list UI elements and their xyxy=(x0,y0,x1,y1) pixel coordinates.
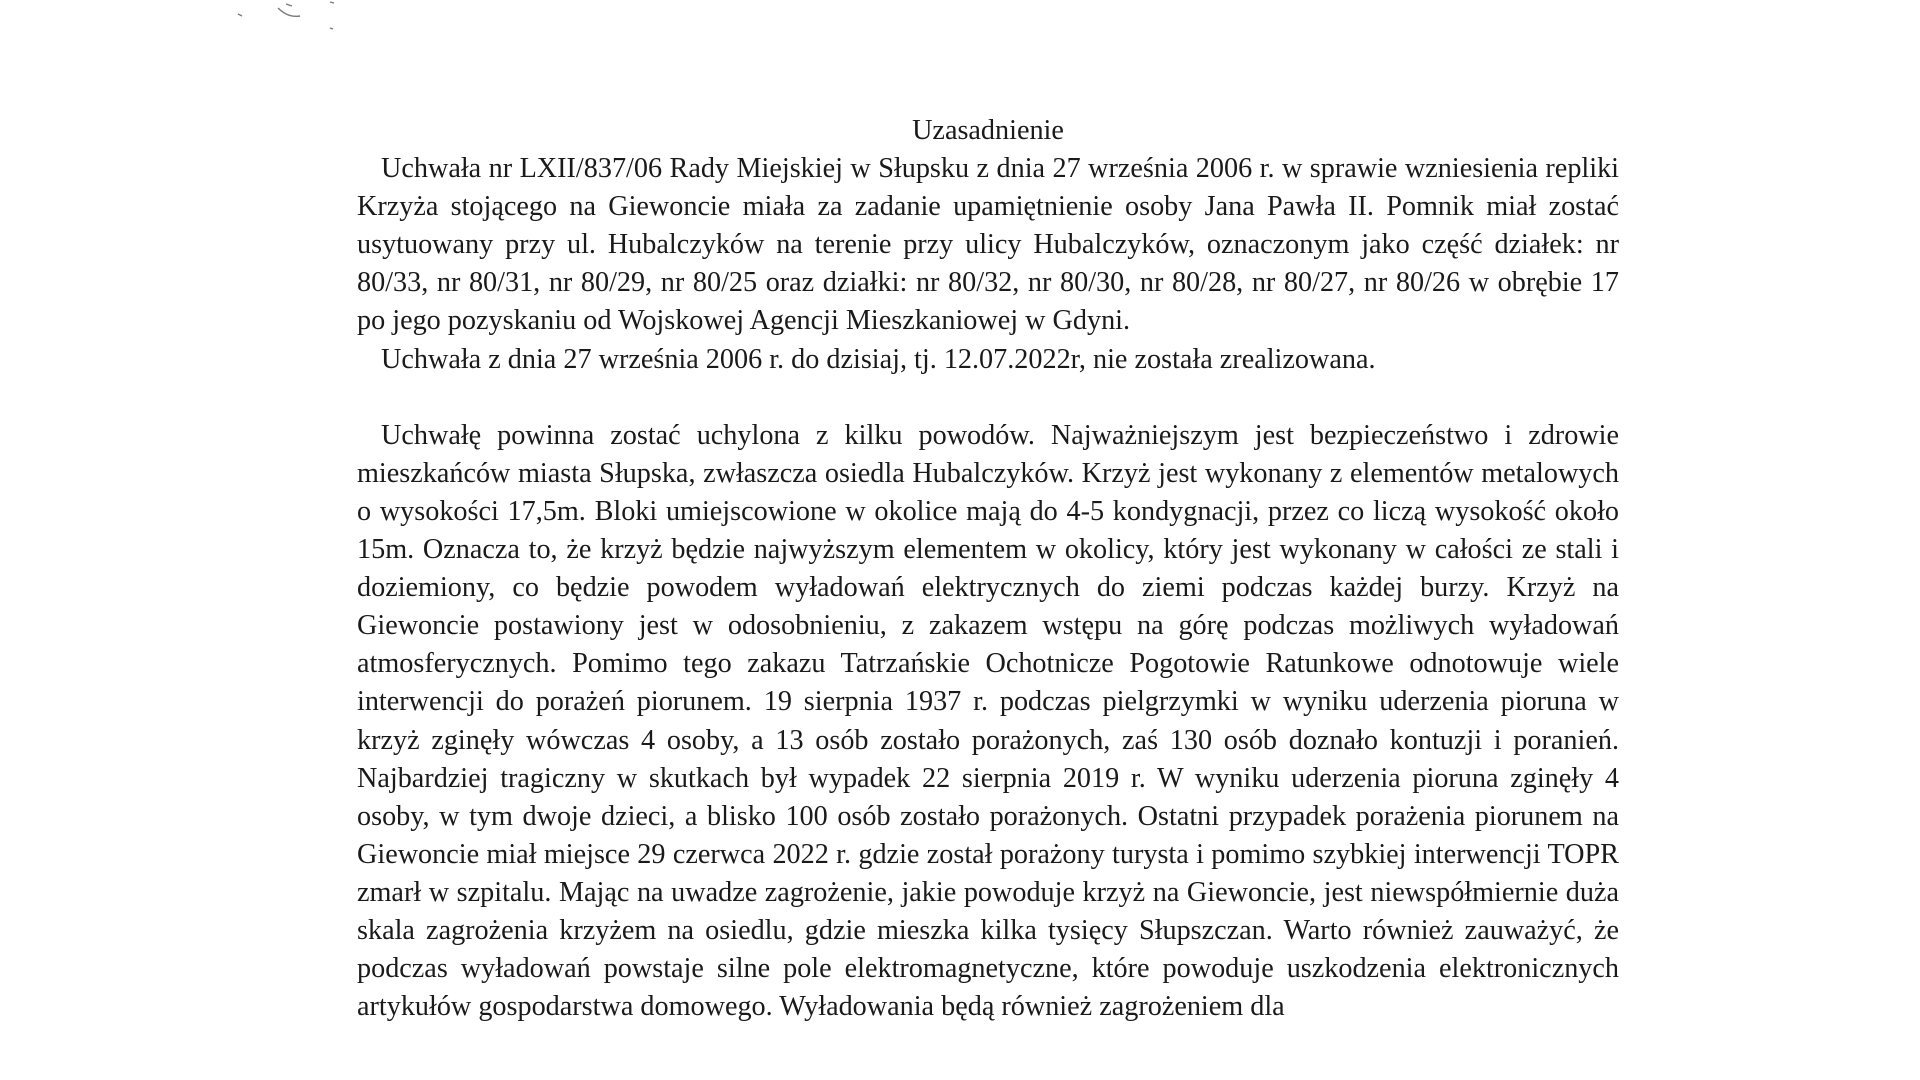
paragraph-not-implemented: Uchwała z dnia 27 września 2006 r. do dzisiaj, tj. 12.07.2022r, nie została zrealizowana. xyxy=(381,343,1376,375)
scan-artifact-marks xyxy=(230,0,350,40)
document-title: Uzasadnienie xyxy=(912,115,1064,146)
paragraph-spacer xyxy=(357,379,1619,417)
paragraph-justification-safety: Uchwałę powinna zostać uchylona z kilku powodów. Najważniejszym jest bezpieczeństwo i zdrowie mieszkańców miasta Słupska, zwłaszcza osiedla Hubalczyków. Krzyż jest wykonany z elementów metalowych o wysokości 17,5m. Bloki umiejscowione w okolice mają do 4-5 kondygnacji, przez co liczą wysokość około 15m. Oznacza to, że krzyż będzie najwyższym elementem w okolicy, który jest wykonany w całości ze stali i doziemiony, co będzie powodem wyładowań elektrycznych do ziemi podczas każdej burzy. Krzyż na Giewoncie postawiony jest w odosobnieniu, z zakazem wstępu na górę podczas możliwych wyładowań atmosferycznych. Pomimo tego zakazu Tatrzańskie Ochotnicze Pogotowie Ratunkowe odnotowuje wiele interwencji do porażeń piorunem. 19 sierpnia 1937 r. podczas pielgrzymki w wyniku uderzenia pioruna w krzyż zginęły wówczas 4 osoby, a 13 osób zostało porażonych, zaś 130 osób doznało kontuzji i poranień. Najbardziej tragiczny w skutkach był wypadek 22 sierpnia 2019 r. W wyniku uderzenia pioruna zginęły 4 osoby, w tym dwoje dzieci, a blisko 100 osób zostało porażonych. Ostatni przypadek porażenia piorunem na Giewoncie miał miejsce 29 czerwca 2022 r. gdzie został porażony turysta i pomimo szybkiej interwencji TOPR zmarł w szpitalu. Mając na uwadze zagrożenie, jakie powoduje krzyż na Giewoncie, jest niewspółmiernie duża skala zagrożenia krzyżem na osiedlu, gdzie mieszka kilka tysięcy Słupszczan. Warto również zauważyć, że podczas wyładowań powstaje silne pole elektromagnetyczne, które powoduje uszkodzenia elektronicznych artykułów gospodarstwa domowego. Wyładowania będą również zagrożeniem dla xyxy=(357,419,1619,1023)
document-page xyxy=(357,112,1619,1026)
paragraph-resolution-description: Uchwała nr LXII/837/06 Rady Miejskiej w Słupsku z dnia 27 września 2006 r. w sprawie wzniesienia repliki Krzyża stojącego na Giewoncie miała za zadanie upamiętnienie osoby Jana Pawła II. Pomnik miał zostać usytuowany przy ul. Hubalczyków na terenie przy ulicy Hubalczyków, oznaczonym jako część działek: nr 80/33, nr 80/31, nr 80/29, nr 80/25 oraz działki: nr 80/32, nr 80/30, nr 80/28, nr 80/27, nr 80/26 w obrębie 17 po jego pozyskaniu od Wojskowej Agencji Mieszkaniowej w Gdyni. xyxy=(357,153,1619,337)
